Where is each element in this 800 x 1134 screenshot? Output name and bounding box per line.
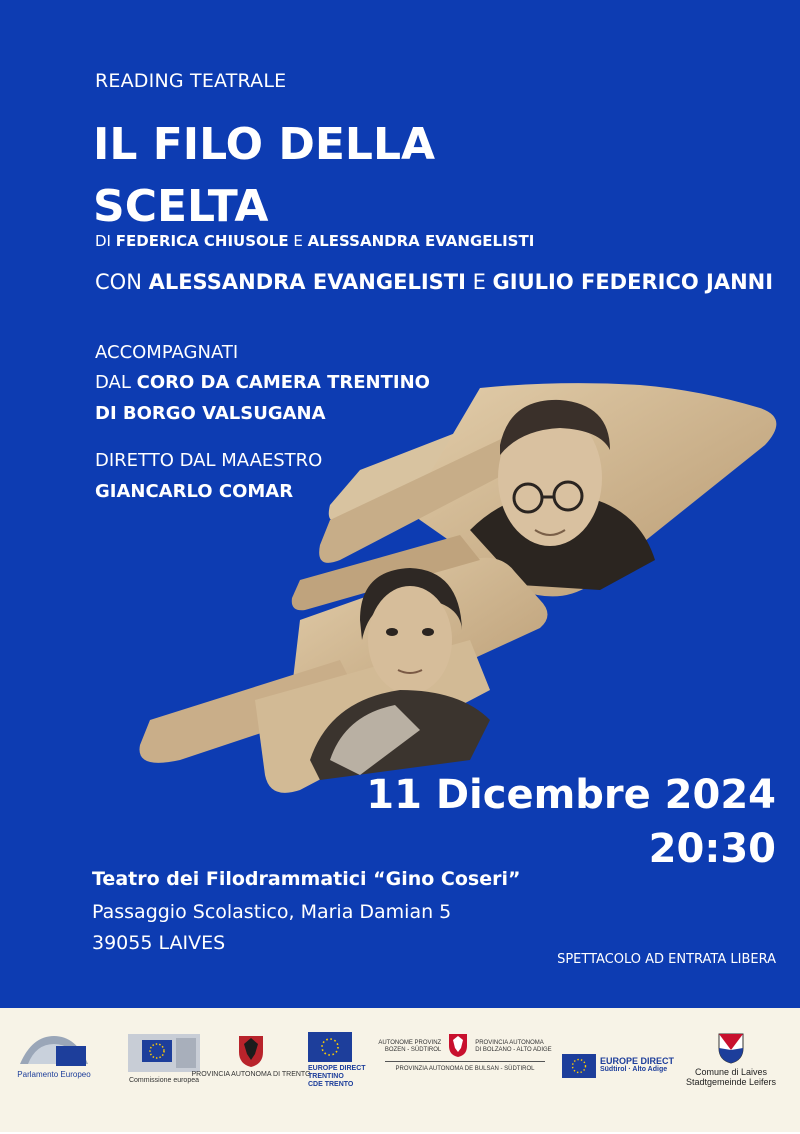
- divider: [385, 1061, 545, 1062]
- choir-prefix: DAL: [95, 372, 137, 393]
- laives-crest-icon: [717, 1032, 745, 1064]
- sponsor-footer: [0, 1008, 800, 1132]
- logo-caption: [600, 1056, 674, 1074]
- bolzano-row: [378, 1032, 551, 1058]
- logo-laives: [676, 1032, 786, 1112]
- logo-caption: PROVINCIA AUTONOMA DI TRENTO: [191, 1071, 311, 1078]
- caption-line: Comune di Laives: [694, 1067, 768, 1077]
- caption-line: BOZEN - SÜDTIROL: [384, 1046, 442, 1053]
- actor-1: ALESSANDRA EVANGELISTI: [148, 270, 466, 294]
- logo-caption: Commissione europea: [128, 1077, 200, 1084]
- di-prefix: DI: [95, 232, 116, 250]
- con-prefix: CON: [95, 270, 149, 294]
- actor-2: GIULIO FEDERICO JANNI: [492, 270, 774, 294]
- bolzano-left-caption: [378, 1040, 441, 1054]
- director-name-text: GIANCARLO COMAR: [95, 481, 294, 502]
- eu-flag-icon: [308, 1032, 352, 1062]
- choir-name: CORO DA CAMERA TRENTINO: [136, 372, 430, 393]
- logo-europe-direct-suedtirol: [562, 1054, 674, 1134]
- caption-line: Südtirol · Alto Adige: [599, 1066, 668, 1073]
- caption-line: CDE TRENTO: [308, 1081, 354, 1088]
- venue-city: 39055 LAIVES: [92, 932, 226, 954]
- logo-caption: [686, 1067, 776, 1087]
- event-kicker: READING TEATRALE: [95, 70, 287, 92]
- choir-line-1: ACCOMPAGNATI: [95, 342, 239, 363]
- logo-caption: PROVINZIA AUTONOMA DE BULSAN - SÜDTIROL: [395, 1066, 535, 1072]
- choir-location: DI BORGO VALSUGANA: [95, 403, 326, 424]
- cast-conj: E: [465, 270, 493, 294]
- logo-caption: [308, 1065, 366, 1089]
- european-parliament-icon: [16, 1032, 92, 1068]
- caption-line: DI BOLZANO - ALTO ADIGE: [475, 1046, 552, 1053]
- logo-europe-direct-trentino: [308, 1032, 368, 1112]
- logo-bolzano: [380, 1032, 550, 1112]
- caption-line: EUROPE DIRECT: [599, 1056, 674, 1066]
- event-time: 20:30: [648, 826, 776, 872]
- venue-name: Teatro dei Filodrammatici “Gino Coseri”: [92, 868, 521, 890]
- title-line-2: SCELTA: [93, 181, 269, 232]
- logo-parliament: [16, 1032, 92, 1112]
- title-line-1: IL FILO DELLA: [93, 119, 436, 170]
- author-2: ALESSANDRA EVANGELISTI: [307, 232, 535, 250]
- caption-line: PROVINCIA AUTONOMA: [475, 1039, 544, 1046]
- caption-line: EUROPE DIRECT: [308, 1065, 366, 1072]
- bolzano-eagle-icon: [447, 1032, 469, 1058]
- event-date: 11 Dicembre 2024: [366, 772, 776, 818]
- caption-line: Stadtgemeinde Leifers: [685, 1077, 777, 1087]
- logo-trento: [191, 1032, 311, 1112]
- bolzano-right-caption: [475, 1040, 551, 1054]
- logo-caption: Parlamento Europeo: [17, 1070, 91, 1079]
- european-commission-icon: [124, 1032, 204, 1074]
- trento-eagle-icon: [236, 1032, 266, 1068]
- caption-line: AUTONOME PROVINZ: [378, 1039, 442, 1046]
- author-1: FEDERICA CHIUSOLE: [115, 232, 289, 250]
- eu-flag-icon: [562, 1054, 596, 1078]
- venue-address: Passaggio Scolastico, Maria Damian 5: [92, 901, 452, 923]
- entry-note: SPETTACOLO AD ENTRATA LIBERA: [557, 952, 776, 967]
- director-label: DIRETTO DAL MAAESTRO: [95, 450, 323, 471]
- caption-line: TRENTINO: [308, 1073, 344, 1080]
- authors-conj: E: [288, 232, 308, 250]
